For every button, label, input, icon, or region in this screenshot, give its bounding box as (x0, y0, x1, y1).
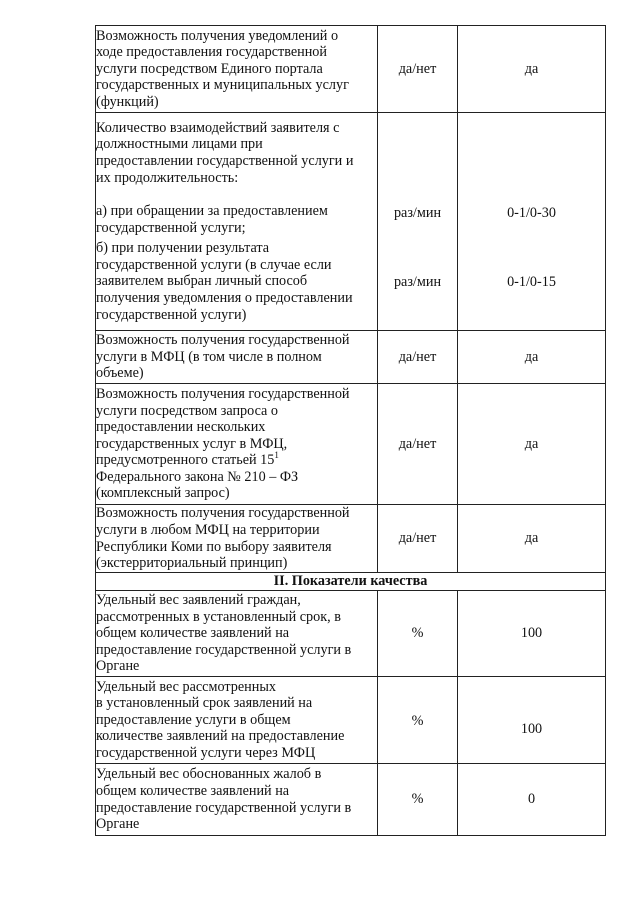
indicator-text: предоставление услуги в общем (96, 711, 291, 728)
table-row (96, 26, 606, 113)
indicator-text: должностными лицами при (96, 136, 263, 153)
table-row (96, 384, 606, 505)
indicator-text: общем количестве заявлений на (96, 625, 290, 642)
indicator-cell (96, 764, 378, 836)
indicator-text: Республики Коми по выбору заявителя (96, 538, 332, 555)
indicator-cell (96, 591, 378, 677)
indicator-text: (функций) (96, 93, 159, 110)
value-cell (458, 113, 606, 331)
indicator-cell (96, 26, 378, 113)
indicator-text: Возможность получения государственной (96, 505, 350, 522)
indicator-text: государственной услуги через МФЦ (96, 744, 316, 761)
value-a: 0-1/0-30 (507, 205, 556, 221)
table-row (96, 677, 606, 764)
indicator-text: предоставлении государственной услуги и (96, 152, 354, 169)
indicators-table (95, 25, 606, 836)
indicator-text: Удельный вес рассмотренных (96, 678, 276, 695)
indicator-cell (96, 677, 378, 764)
unit-cell: да/нет (378, 331, 458, 384)
indicator-cell (96, 331, 378, 384)
indicator-text: государственных услуг в МФЦ, (96, 435, 288, 452)
indicator-text: получения уведомления о предоставлении (96, 290, 353, 307)
value-cell: да (458, 384, 606, 505)
indicator-text: государственной услуги) (96, 306, 247, 323)
indicator-text: государственной услуги; (96, 219, 246, 236)
indicator-text: ходе предоставления государственной (96, 44, 327, 61)
indicator-cell (96, 505, 378, 573)
unit-cell: да/нет (378, 26, 458, 113)
indicator-text: (экстерриториальный принцип) (96, 555, 288, 572)
indicator-text: предусмотренного статьей $15^1$ (96, 449, 279, 469)
value-cell: 0 (458, 764, 606, 836)
indicator-text: Возможность получения государственной (96, 332, 350, 349)
indicator-text: услуги посредством Единого портала (96, 60, 323, 77)
unit-cell: % (378, 591, 458, 677)
indicator-text: услуги посредством запроса о (96, 402, 278, 419)
unit-cell (378, 113, 458, 331)
indicator-text: а) при обращении за предоставлением (96, 203, 328, 220)
unit-cell: да/нет (378, 505, 458, 573)
indicator-text: Удельный вес обоснованных жалоб в (96, 766, 322, 783)
indicator-cell (96, 113, 378, 331)
indicator-text: заявителем выбран личный способ (96, 273, 308, 290)
indicator-text: Органе (96, 658, 140, 675)
indicator-text: б) при получении результата (96, 240, 270, 257)
indicator-text: в установленный срок заявлений на (96, 695, 313, 712)
table-row (96, 331, 606, 384)
value-b: 0-1/0-15 (507, 274, 556, 290)
indicator-text: (комплексный запрос) (96, 485, 230, 502)
indicator-text: услуги в любом МФЦ на территории (96, 521, 320, 538)
value-cell: 100 (458, 591, 606, 677)
indicator-text: Возможность получения государственной (96, 385, 350, 402)
unit-cell: да/нет (378, 384, 458, 505)
indicator-text: Возможность получения уведомлений о (96, 27, 339, 44)
value-cell: да (458, 26, 606, 113)
indicator-text: Количество взаимодействий заявителя с (96, 119, 340, 136)
indicator-text: Федерального закона № 210 – ФЗ (96, 468, 299, 485)
section-title: II. Показатели качества (96, 573, 606, 591)
indicator-text: Удельный вес заявлений граждан, (96, 592, 301, 609)
indicator-text: государственной услуги (в случае если (96, 256, 332, 273)
unit-cell: % (378, 764, 458, 836)
value-cell: да (458, 331, 606, 384)
indicator-text: их продолжительность: (96, 169, 239, 186)
unit-a: раз/мин (393, 205, 442, 221)
unit-cell: % (378, 677, 458, 764)
indicator-text: предоставление государственной услуги в (96, 641, 352, 658)
indicator-text: объеме) (96, 365, 144, 382)
indicator-text: государственных и муниципальных услуг (96, 77, 349, 94)
indicator-text: предоставление государственной услуги в (96, 799, 352, 816)
indicator-text: общем количестве заявлений на (96, 782, 290, 799)
table-row (96, 764, 606, 836)
table-row (96, 505, 606, 573)
table-row (96, 113, 606, 331)
indicator-text: Органе (96, 816, 140, 833)
unit-b: раз/мин (393, 274, 442, 290)
indicator-text: услуги в МФЦ (в том числе в полном (96, 348, 322, 365)
indicator-cell (96, 384, 378, 505)
indicator-text: количестве заявлений на предоставление (96, 728, 345, 745)
table-row (96, 573, 606, 591)
value-cell: 100 (458, 677, 606, 764)
superscript: 1 (274, 449, 279, 460)
indicator-text: рассмотренных в установленный срок, в (96, 608, 341, 625)
table-row (96, 591, 606, 677)
value-cell: да (458, 505, 606, 573)
indicator-text: предоставлении нескольких (96, 419, 266, 436)
